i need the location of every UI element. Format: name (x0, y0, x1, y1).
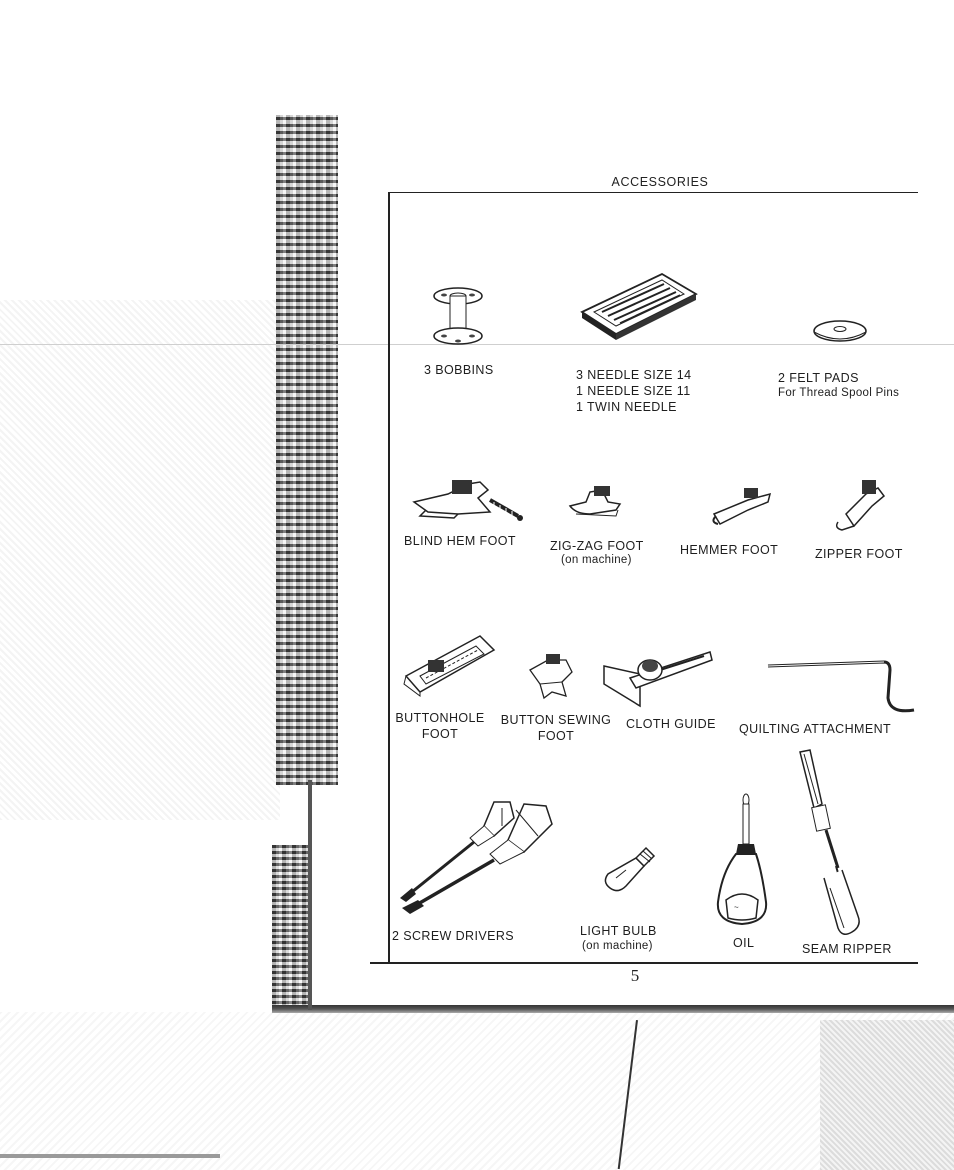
svg-text:~: ~ (734, 903, 739, 912)
zigzag-foot-label: ZIG-ZAG FOOT (550, 539, 644, 553)
zipper-foot-label: ZIPPER FOOT (815, 547, 903, 561)
felt-pad-illustration (812, 318, 868, 344)
felt-pads-label: 2 FELT PADS (778, 371, 859, 385)
button-sewing-foot-label (498, 712, 614, 744)
screw-drivers-illustration (398, 796, 554, 916)
needles-label (576, 367, 691, 415)
light-bulb-note: (on machine) (582, 940, 653, 952)
buttonhole-foot-illustration (402, 630, 496, 704)
buttonhole-foot-label (390, 710, 490, 742)
scan-edge (0, 1154, 220, 1158)
zipper-foot-illustration (832, 476, 892, 534)
blind-hem-foot-illustration (408, 472, 526, 530)
button-sewing-foot-illustration (522, 652, 578, 702)
scan-noise-left (0, 300, 280, 820)
buttonhole-foot-label-line1: BUTTONHOLE (395, 711, 485, 725)
bobbins-label: 3 BOBBINS (424, 363, 494, 377)
seam-ripper-label: SEAM RIPPER (802, 942, 892, 956)
quilting-attachment-label: QUILTING ATTACHMENT (739, 722, 892, 736)
light-bulb-illustration (600, 840, 660, 896)
twin-needle-label: 1 TWIN NEEDLE (576, 400, 677, 414)
button-sewing-foot-label-line2: FOOT (537, 729, 575, 743)
screw-drivers-label: 2 SCREW DRIVERS (392, 929, 514, 943)
hemmer-foot-label: HEMMER FOOT (680, 543, 779, 557)
oil-label: OIL (733, 936, 755, 950)
oil-bottle-illustration (712, 792, 772, 930)
buttonhole-foot-label-line2: FOOT (421, 727, 459, 741)
scan-noise-corner (820, 1020, 954, 1170)
needle-size-14-label: 3 NEEDLE SIZE 14 (576, 368, 692, 382)
frame-border-bottom (370, 962, 918, 964)
page-edge-bottom (272, 1005, 954, 1013)
zigzag-foot-illustration (566, 484, 624, 526)
book-spine-lower (272, 845, 312, 1010)
bobbin-illustration (430, 286, 486, 348)
page-edge-left (308, 780, 312, 1010)
blind-hem-foot-label: BLIND HEM FOOT (404, 534, 516, 548)
seam-ripper-illustration (792, 748, 882, 940)
frame-border-top (390, 192, 918, 193)
quilting-attachment-illustration (766, 654, 916, 720)
scan-noise-bottom (0, 1012, 954, 1170)
button-sewing-foot-label-line1: BUTTON SEWING (500, 713, 612, 727)
needle-case-illustration (578, 268, 700, 340)
needle-size-11-label: 1 NEEDLE SIZE 11 (576, 384, 691, 398)
cloth-guide-illustration (600, 644, 716, 710)
zigzag-foot-note: (on machine) (561, 554, 632, 566)
cloth-guide-label: CLOTH GUIDE (626, 717, 716, 731)
book-spine (276, 115, 338, 785)
frame-border-left (388, 192, 390, 962)
light-bulb-label: LIGHT BULB (580, 924, 657, 938)
felt-pads-note: For Thread Spool Pins (778, 387, 900, 399)
page-title: ACCESSORIES (611, 175, 709, 189)
hemmer-foot-illustration (708, 484, 774, 530)
page-number: 5 (630, 966, 640, 985)
